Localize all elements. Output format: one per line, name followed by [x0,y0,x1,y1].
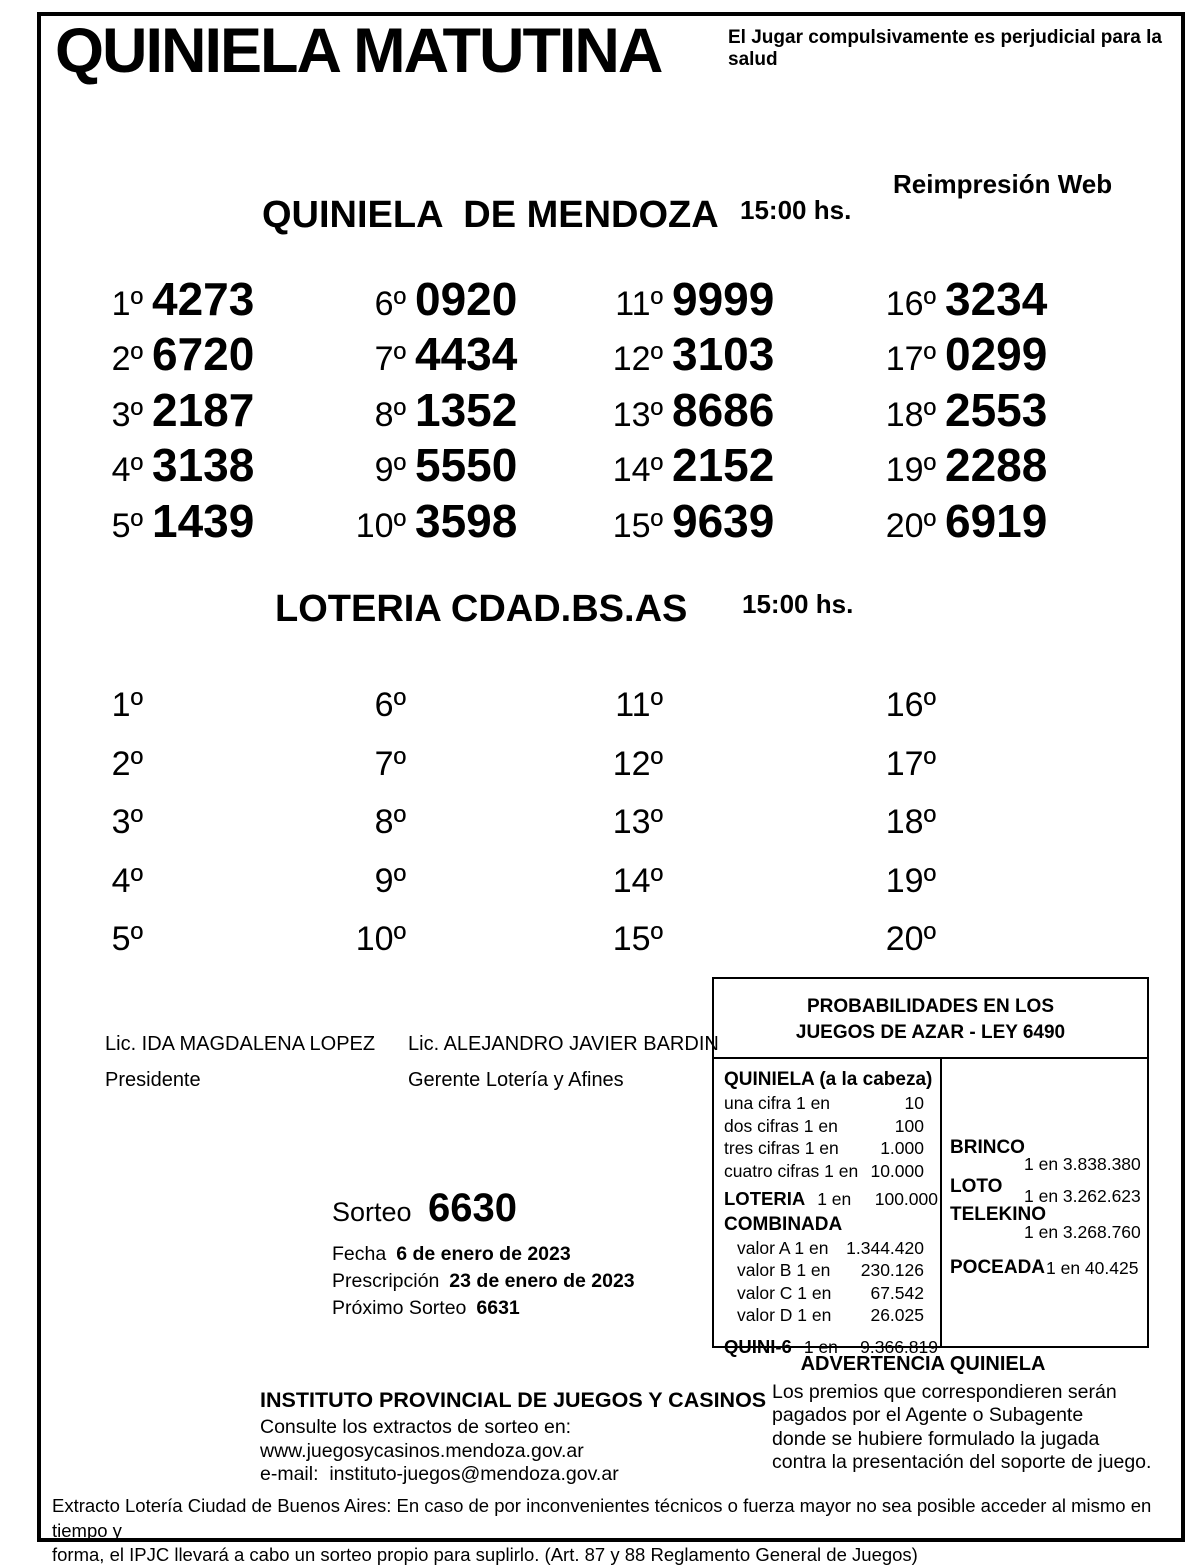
odds-row [724,1237,940,1260]
result-cell [85,905,348,964]
position-label: 14º [612,861,663,900]
result-cell [878,327,1047,382]
result-cell [878,438,1047,493]
position-label: 10º [355,920,406,959]
result-cell [878,671,945,730]
result-number: 0920 [415,273,518,325]
mendoza-section-title: QUINIELA DE MENDOZA [262,194,719,236]
result-cell [85,671,348,730]
mendoza-draw-time: 15:00 hs. [740,195,852,225]
position-label: 5º [111,506,143,545]
document-title: QUINIELA MATUTINA [55,16,662,86]
result-number: 4273 [152,273,255,325]
game-odds: 1 en 40.425 [1046,1258,1139,1278]
instituto-consult-line: Consulte los extractos de sorteo en: [260,1416,572,1439]
position-label: 1º [111,285,143,323]
result-number: 3103 [672,328,775,381]
odds-label: valor C 1 en [737,1282,832,1303]
result-number: 3598 [415,494,518,547]
odds-value: 230.126 [860,1260,924,1280]
instituto-website: www.juegosycasinos.mendoza.gov.ar [260,1439,584,1462]
position-label: 2º [111,744,143,783]
position-label: 11º [615,285,663,323]
advertencia-line: contra la presentación del soporte de juego. [772,1450,1152,1473]
odds-mid: 1 en [803,1336,838,1357]
result-cell [348,383,605,438]
result-cell [85,730,348,789]
result-cell [348,847,605,906]
position-label: 7º [374,744,406,783]
result-number: 9999 [672,273,775,325]
result-cell [878,905,945,964]
result-number: 0299 [945,328,1048,381]
advertencia-line: donde se hubiere formulado la jugada [772,1427,1100,1450]
position-label: 1º [111,686,143,724]
game-name: QUINI-6 [724,1335,792,1357]
position-label: 16º [885,285,936,323]
result-cell [878,494,1047,549]
position-label: 3º [111,803,143,842]
result-cell [348,671,605,730]
instituto-block [260,1389,766,1486]
instituto-title: INSTITUTO PROVINCIAL DE JUEGOS Y CASINOS [260,1388,767,1412]
odds-value: 67.542 [870,1282,924,1303]
bsas-draw-time: 15:00 hs. [742,589,854,619]
game-name: TELEKINO [950,1204,1047,1225]
signature-manager [408,1033,719,1092]
probabilities-title [714,979,1147,1059]
result-cell [348,327,605,382]
position-label: 18º [885,395,936,434]
position-label: 6º [374,686,406,724]
game-odds: 1 en 3.838.380 [1024,1154,1141,1174]
odds-value: 10 [904,1093,924,1113]
proximo-value: 6631 [476,1297,520,1319]
prescripcion-label: Prescripción [332,1270,440,1292]
result-number: 6720 [152,328,255,381]
result-number: 1439 [152,494,255,547]
result-cell [605,905,878,964]
advertencia-text [772,1381,1151,1474]
prescripcion-value: 23 de enero de 2023 [449,1270,635,1292]
result-cell [605,438,878,493]
odds-value: 1.344.420 [846,1237,924,1258]
probabilities-left-column [714,1059,942,1357]
result-cell [878,383,1047,438]
odds-value: 1.000 [880,1138,924,1158]
result-cell [85,438,348,493]
odds-label: valor B 1 en [737,1260,831,1280]
bsas-section-title: LOTERIA CDAD.BS.AS [275,588,688,630]
odds-row [724,1092,940,1115]
combinada-odds-title: COMBINADA [724,1213,843,1235]
position-label: 13º [612,803,663,842]
odds-label: valor D 1 en [737,1305,832,1325]
position-label: 7º [374,340,406,379]
position-label: 20º [885,920,936,959]
result-cell [348,730,605,789]
position-label: 16º [885,686,936,724]
position-label: 9º [374,451,406,490]
result-cell [605,494,878,549]
result-cell [85,272,348,327]
draw-prescription-row [332,1270,635,1293]
signature-role: Gerente Lotería y Afines [408,1069,624,1091]
result-cell [348,788,605,847]
position-label: 17º [885,340,936,379]
result-cell [605,327,878,382]
probabilities-body [714,1059,1147,1357]
result-cell [348,272,605,327]
odds-label: valor A 1 en [737,1237,829,1258]
result-cell [85,327,348,382]
fecha-value: 6 de enero de 2023 [396,1243,571,1265]
loteria-odds-row [724,1188,940,1211]
odds-row [724,1137,940,1160]
position-label: 17º [885,744,936,783]
proximo-label: Próximo Sorteo [332,1297,467,1319]
instituto-email: e-mail: instituto-juegos@mendoza.gov.ar [260,1462,619,1485]
probabilities-title-line1: PROBABILIDADES EN LOS [806,996,1055,1017]
position-label: 18º [885,803,936,842]
advertencia-line: Los premios que correspondieren serán [772,1381,1117,1403]
signature-president [105,1033,375,1092]
odds-row [724,1259,940,1282]
result-number: 5550 [415,439,518,492]
position-label: 13º [612,395,663,434]
web-reprint-label: Reimpresión Web [893,169,1113,199]
result-number: 6919 [945,494,1048,547]
game-odds: 1 en 3.268.760 [1024,1222,1141,1242]
mendoza-results-grid [85,272,1047,549]
odds-value: 26.025 [870,1305,924,1325]
result-cell [605,671,878,730]
position-label: 6º [374,285,406,323]
advertencia-line: pagados por el Agente o Subagente [772,1404,1084,1427]
result-number: 2187 [152,383,255,436]
result-number: 8686 [672,383,775,436]
result-number: 3138 [152,439,255,492]
odds-row [724,1304,940,1327]
position-label: 2º [111,340,143,379]
odds-label: una cifra 1 en [724,1093,831,1113]
probabilities-right-column [942,1059,1147,1346]
health-warning-text: El Jugar compulsivamente es perjudicial para la salud [728,27,1163,70]
position-label: 3º [111,395,143,434]
position-label: 12º [612,744,663,783]
result-cell [878,272,1047,327]
probabilities-title-line2: JUEGOS DE AZAR - LEY 6490 [795,1022,1066,1043]
advertencia-title: ADVERTENCIA QUINIELA [800,1353,1046,1375]
odds-row [724,1282,940,1305]
result-number: 9639 [672,494,775,547]
position-label: 15º [612,920,663,959]
result-number: 2152 [672,439,775,492]
odds-label: tres cifras 1 en [724,1138,839,1158]
position-label: 5º [111,920,143,959]
result-number: 3234 [945,273,1048,325]
odds-row [724,1115,940,1138]
result-cell [85,383,348,438]
result-cell [605,272,878,327]
draw-date-row [332,1243,571,1266]
odds-label: cuatro cifras 1 en [724,1160,859,1181]
result-cell [605,730,878,789]
result-cell [348,438,605,493]
odds-row [724,1160,940,1183]
footer-line: Extracto Lotería Ciudad de Buenos Aires: En caso de por inconvenientes técnicos o fuerza mayor no sea posible acceder al mismo en tiempo y [52,1495,1152,1541]
sorteo-number: 6630 [428,1186,517,1230]
position-label: 9º [374,861,406,900]
signature-name: Lic. ALEJANDRO JAVIER BARDIN [408,1033,719,1055]
sorteo-label: Sorteo [332,1197,412,1227]
footer-line: forma, el IPJC llevará a cabo un sorteo propio para suplirlo. (Art. 87 y 88 Reglamento General de Juegos) [52,1544,918,1565]
position-label: 4º [111,451,143,490]
result-cell [85,788,348,847]
position-label: 15º [612,506,663,545]
bsas-results-grid [85,671,945,964]
signature-name: Lic. IDA MAGDALENA LOPEZ [105,1033,376,1055]
quiniela-odds-title: QUINIELA (a la cabeza) [724,1069,933,1090]
result-cell [878,847,945,906]
game-name: LOTERIA [724,1188,806,1209]
position-label: 19º [885,451,936,490]
position-label: 4º [111,861,143,900]
result-cell [878,788,945,847]
odds-value: 100 [894,1115,924,1136]
game-name: POCEADA [950,1257,1046,1278]
odds-value: 100.000 [874,1189,938,1209]
fecha-label: Fecha [332,1243,387,1265]
result-cell [85,494,348,549]
result-number: 4434 [415,328,518,381]
next-draw-row [332,1297,520,1320]
odds-value: 9.366.819 [860,1336,938,1357]
position-label: 8º [374,803,406,842]
result-cell [605,788,878,847]
position-label: 19º [885,861,936,900]
position-label: 11º [615,686,663,724]
position-label: 8º [374,395,406,434]
result-number: 1352 [415,383,518,436]
odds-mid: 1 en [817,1189,852,1209]
result-cell [348,494,605,549]
result-cell [605,383,878,438]
result-number: 2553 [945,383,1048,436]
footer-note [52,1494,1174,1568]
position-label: 10º [355,506,406,545]
position-label: 20º [885,506,936,545]
odds-label: dos cifras 1 en [724,1115,838,1136]
result-number: 2288 [945,439,1048,492]
result-cell [85,847,348,906]
probabilities-box [712,977,1149,1357]
result-cell [605,847,878,906]
game-name: LOTO [950,1176,1003,1197]
result-cell [348,905,605,964]
game-name: BRINCO [950,1137,1025,1158]
odds-value: 10.000 [870,1160,924,1181]
result-cell [878,730,945,789]
position-label: 14º [612,451,663,490]
signature-role: Presidente [105,1069,201,1091]
position-label: 12º [612,340,663,379]
game-odds: 1 en 3.262.623 [1024,1186,1141,1206]
